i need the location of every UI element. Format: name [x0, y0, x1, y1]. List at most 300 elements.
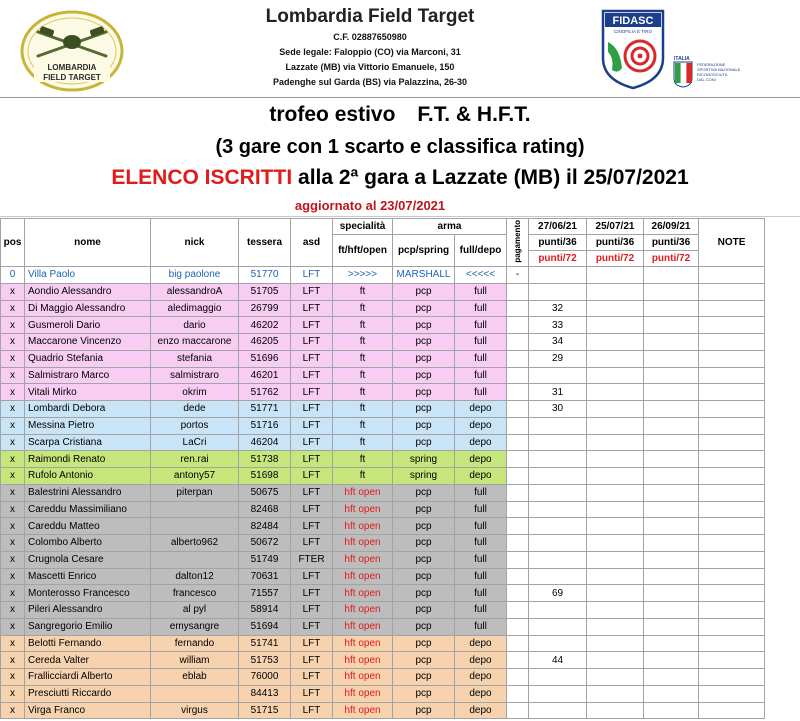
nick-cell: dede [151, 401, 239, 418]
points-race-3-cell [644, 551, 699, 568]
club-cell: LFT [291, 618, 333, 635]
weapon-mode-cell: depo [455, 669, 507, 686]
card-number-cell: 70631 [239, 568, 291, 585]
weapon-type-cell: pcp [393, 300, 455, 317]
card-number-cell: 71557 [239, 585, 291, 602]
trophy-title-name: trofeo estivo [269, 103, 396, 126]
name-cell: Raimondi Renato [25, 451, 151, 468]
card-number-cell: 51716 [239, 417, 291, 434]
weapon-mode-cell: full [455, 334, 507, 351]
table-row [1, 334, 765, 351]
note-cell [699, 551, 765, 568]
weapon-mode-cell: depo [455, 702, 507, 719]
coni-italia-logo [672, 54, 762, 88]
points-race-3-cell [644, 602, 699, 619]
note-cell [699, 384, 765, 401]
club-cell: LFT [291, 384, 333, 401]
name-cell: Careddu Massimiliano [25, 501, 151, 518]
points-race-1-cell [529, 602, 587, 619]
pos-cell: x [1, 484, 25, 501]
points-race-2-cell [587, 585, 644, 602]
points-race-2-cell [587, 434, 644, 451]
col-header-specialita: specialità [333, 219, 393, 235]
col-header-arma: arma [393, 219, 507, 235]
points-race-1-cell [529, 434, 587, 451]
name-cell: Frallicciardi Alberto [25, 669, 151, 686]
card-number-cell: 51696 [239, 350, 291, 367]
card-number-cell: 51762 [239, 384, 291, 401]
payment-cell [507, 401, 529, 418]
points-race-2-cell [587, 535, 644, 552]
name-cell: Quadrio Stefania [25, 350, 151, 367]
specialty-cell: hft open [333, 602, 393, 619]
specialty-cell: hft open [333, 551, 393, 568]
club-cell: LFT [291, 652, 333, 669]
nick-cell: okrim [151, 384, 239, 401]
table-row [1, 367, 765, 384]
col-header-arma-type: pcp/spring [393, 235, 455, 267]
name-cell: Aondio Alessandro [25, 283, 151, 300]
specialty-cell: hft open [333, 669, 393, 686]
card-number-cell: 50675 [239, 484, 291, 501]
nick-cell: emysangre [151, 618, 239, 635]
weapon-mode-cell: depo [455, 417, 507, 434]
payment-cell [507, 568, 529, 585]
specialty-cell: hft open [333, 535, 393, 552]
note-cell [699, 334, 765, 351]
col-header-points36-1: punti/36 [529, 235, 587, 251]
payment-cell [507, 417, 529, 434]
pos-cell: x [1, 468, 25, 485]
pos-cell: x [1, 334, 25, 351]
points-race-3-cell [644, 283, 699, 300]
svg-text:FIDASC: FIDASC [612, 15, 654, 27]
points-race-1-cell [529, 669, 587, 686]
name-cell: Careddu Matteo [25, 518, 151, 535]
club-cell: LFT [291, 451, 333, 468]
weapon-type-cell: pcp [393, 334, 455, 351]
pos-cell: x [1, 367, 25, 384]
club-cell: LFT [291, 350, 333, 367]
name-cell: Scarpa Cristiana [25, 434, 151, 451]
weapon-mode-cell: full [455, 350, 507, 367]
card-number-cell: 82484 [239, 518, 291, 535]
payment-cell [507, 551, 529, 568]
points-race-3-cell [644, 568, 699, 585]
pos-cell: x [1, 551, 25, 568]
points-race-1-cell: 34 [529, 334, 587, 351]
note-cell [699, 518, 765, 535]
table-row [1, 451, 765, 468]
svg-text:CINOFILIA E TIRO: CINOFILIA E TIRO [614, 29, 652, 34]
points-race-2-cell [587, 518, 644, 535]
nick-cell: ren.rai [151, 451, 239, 468]
pos-cell: x [1, 417, 25, 434]
nick-cell [151, 501, 239, 518]
club-cell: LFT [291, 468, 333, 485]
table-row [1, 685, 765, 702]
registrants-table-body [1, 267, 765, 719]
table-row [1, 267, 765, 284]
name-cell: Mascetti Enrico [25, 568, 151, 585]
club-cell: LFT [291, 334, 333, 351]
table-row [1, 602, 765, 619]
name-cell: Pileri Alessandro [25, 602, 151, 619]
specialty-cell: hft open [333, 635, 393, 652]
svg-text:SPORTIVA NAZIONALE: SPORTIVA NAZIONALE [697, 67, 741, 72]
nick-cell: fernando [151, 635, 239, 652]
payment-cell [507, 535, 529, 552]
weapon-type-cell: spring [393, 468, 455, 485]
points-race-1-cell: 33 [529, 317, 587, 334]
points-race-3-cell [644, 585, 699, 602]
col-header-nick: nick [151, 219, 239, 267]
nick-cell: william [151, 652, 239, 669]
payment-cell [507, 434, 529, 451]
card-number-cell: 51741 [239, 635, 291, 652]
registrants-heading-highlight: ELENCO ISCRITTI [111, 166, 293, 189]
note-cell [699, 702, 765, 719]
weapon-type-cell: pcp [393, 518, 455, 535]
pos-cell: x [1, 501, 25, 518]
updated-date: aggiornato al 23/07/2021 [294, 198, 446, 213]
specialty-cell: hft open [333, 585, 393, 602]
card-number-cell: 51738 [239, 451, 291, 468]
points-race-1-cell [529, 518, 587, 535]
table-row [1, 434, 765, 451]
col-header-pagamento-label: pagamento [513, 219, 522, 263]
points-race-3-cell [644, 484, 699, 501]
specialty-cell: ft [333, 417, 393, 434]
payment-cell [507, 367, 529, 384]
weapon-type-cell: pcp [393, 384, 455, 401]
weapon-type-cell: pcp [393, 585, 455, 602]
table-row [1, 585, 765, 602]
svg-text:FEDERAZIONE: FEDERAZIONE [697, 62, 726, 67]
points-race-3-cell [644, 669, 699, 686]
nick-cell: salmistraro [151, 367, 239, 384]
specialty-cell: ft [333, 384, 393, 401]
club-cell: LFT [291, 367, 333, 384]
points-race-2-cell [587, 551, 644, 568]
card-number-cell: 46201 [239, 367, 291, 384]
specialty-cell: hft open [333, 484, 393, 501]
points-race-3-cell [644, 334, 699, 351]
table-row [1, 300, 765, 317]
specialty-cell: ft [333, 367, 393, 384]
points-race-2-cell [587, 602, 644, 619]
nick-cell: LaCri [151, 434, 239, 451]
club-cell: LFT [291, 669, 333, 686]
points-race-2-cell [587, 669, 644, 686]
weapon-mode-cell: full [455, 518, 507, 535]
card-number-cell: 51749 [239, 551, 291, 568]
table-row [1, 669, 765, 686]
col-header-points36-3: punti/36 [644, 235, 699, 251]
points-race-3-cell [644, 384, 699, 401]
points-race-3-cell [644, 535, 699, 552]
points-race-1-cell [529, 702, 587, 719]
payment-cell [507, 669, 529, 686]
pos-cell: x [1, 384, 25, 401]
pos-cell: x [1, 585, 25, 602]
trophy-title-disciplines: F.T. & H.F.T. [417, 103, 531, 126]
pos-cell: x [1, 652, 25, 669]
note-cell [699, 501, 765, 518]
table-row [1, 384, 765, 401]
pos-cell: x [1, 568, 25, 585]
specialty-cell: hft open [333, 501, 393, 518]
pos-cell: x [1, 518, 25, 535]
pos-cell: x [1, 685, 25, 702]
points-race-1-cell [529, 568, 587, 585]
points-race-1-cell [529, 535, 587, 552]
payment-cell [507, 468, 529, 485]
club-cell: LFT [291, 702, 333, 719]
weapon-type-cell: spring [393, 451, 455, 468]
points-race-1-cell: 69 [529, 585, 587, 602]
payment-cell [507, 702, 529, 719]
points-race-1-cell [529, 635, 587, 652]
svg-text:LOMBARDIA: LOMBARDIA [47, 63, 97, 72]
points-race-1-cell [529, 685, 587, 702]
points-race-3-cell [644, 468, 699, 485]
points-race-2-cell [587, 484, 644, 501]
name-cell: Rufolo Antonio [25, 468, 151, 485]
table-row [1, 468, 765, 485]
payment-cell [507, 300, 529, 317]
note-cell [699, 685, 765, 702]
table-row [1, 317, 765, 334]
card-number-cell: 46202 [239, 317, 291, 334]
card-number-cell: 58914 [239, 602, 291, 619]
weapon-mode-cell: full [455, 300, 507, 317]
weapon-type-cell: pcp [393, 401, 455, 418]
note-cell [699, 568, 765, 585]
table-row [1, 283, 765, 300]
col-header-points72-1: punti/72 [529, 251, 587, 267]
table-row [1, 618, 765, 635]
col-header-nome: nome [25, 219, 151, 267]
weapon-type-cell: pcp [393, 568, 455, 585]
points-race-1-cell: 29 [529, 350, 587, 367]
address-line-3: Padenghe sul Garda (BS) via Palazzina, 26-30 [272, 77, 468, 87]
trophy-subtitle: (3 gare con 1 scarto e classifica rating) [215, 136, 585, 158]
note-cell [699, 484, 765, 501]
registrants-heading-event: alla 2ª gara a Lazzate (MB) il 25/07/2021 [298, 166, 689, 189]
points-race-2-cell [587, 384, 644, 401]
name-cell: Messina Pietro [25, 417, 151, 434]
card-number-cell: 51753 [239, 652, 291, 669]
club-cell: LFT [291, 317, 333, 334]
club-cell: LFT [291, 585, 333, 602]
card-number-cell: 51694 [239, 618, 291, 635]
nick-cell: portos [151, 417, 239, 434]
nick-cell: piterpan [151, 484, 239, 501]
points-race-2-cell [587, 568, 644, 585]
specialty-cell: ft [333, 350, 393, 367]
nick-cell: antony57 [151, 468, 239, 485]
pos-cell: x [1, 535, 25, 552]
specialty-cell: hft open [333, 685, 393, 702]
card-number-cell: 82468 [239, 501, 291, 518]
event-titles [0, 99, 800, 217]
points-race-3-cell [644, 451, 699, 468]
note-cell [699, 535, 765, 552]
table-row [1, 417, 765, 434]
weapon-mode-cell: full [455, 283, 507, 300]
card-number-cell: 51698 [239, 468, 291, 485]
name-cell: Belotti Fernando [25, 635, 151, 652]
points-race-2-cell [587, 334, 644, 351]
payment-cell [507, 317, 529, 334]
points-race-3-cell [644, 501, 699, 518]
address-line-1: Sede legale: Faloppio (CO) via Marconi, 31 [279, 47, 461, 57]
note-cell [699, 635, 765, 652]
weapon-type-cell: pcp [393, 417, 455, 434]
name-cell: Vitali Mirko [25, 384, 151, 401]
col-header-note: NOTE [699, 219, 765, 267]
weapon-mode-cell: full [455, 551, 507, 568]
weapon-type-cell: pcp [393, 484, 455, 501]
svg-text:RICONOSCIUTA: RICONOSCIUTA [697, 72, 728, 77]
payment-cell [507, 618, 529, 635]
specialty-cell: ft [333, 401, 393, 418]
col-header-pagamento [507, 219, 529, 267]
weapon-mode-cell: full [455, 535, 507, 552]
card-number-cell: 46204 [239, 434, 291, 451]
organization-info [190, 4, 550, 90]
nick-cell: big paolone [151, 267, 239, 284]
points-race-1-cell [529, 417, 587, 434]
club-cell: LFT [291, 484, 333, 501]
nick-cell: virgus [151, 702, 239, 719]
payment-cell [507, 283, 529, 300]
table-row [1, 635, 765, 652]
table-row [1, 551, 765, 568]
pos-cell: x [1, 300, 25, 317]
points-race-1-cell [529, 551, 587, 568]
payment-cell [507, 484, 529, 501]
weapon-type-cell: pcp [393, 535, 455, 552]
club-cell: LFT [291, 401, 333, 418]
col-header-pos: pos [1, 219, 25, 267]
points-race-3-cell [644, 300, 699, 317]
weapon-type-cell: pcp [393, 317, 455, 334]
club-cell: LFT [291, 283, 333, 300]
points-race-2-cell [587, 451, 644, 468]
registrants-table [0, 218, 765, 719]
payment-cell [507, 652, 529, 669]
card-number-cell: 76000 [239, 669, 291, 686]
club-cell: LFT [291, 568, 333, 585]
registrants-heading [0, 163, 800, 193]
specialty-cell: ft [333, 334, 393, 351]
points-race-2-cell [587, 501, 644, 518]
specialty-cell: ft [333, 434, 393, 451]
club-cell: LFT [291, 501, 333, 518]
card-number-cell: 51705 [239, 283, 291, 300]
col-header-points72-3: punti/72 [644, 251, 699, 267]
name-cell: Presciutti Riccardo [25, 685, 151, 702]
club-cell: LFT [291, 635, 333, 652]
nick-cell: aledimaggio [151, 300, 239, 317]
nick-cell: alessandroA [151, 283, 239, 300]
table-header-row-1 [1, 219, 765, 235]
weapon-mode-cell: depo [455, 652, 507, 669]
organization-name: Lombardia Field Target [265, 6, 475, 27]
points-race-2-cell [587, 401, 644, 418]
weapon-mode-cell: full [455, 367, 507, 384]
weapon-mode-cell: full [455, 317, 507, 334]
pos-cell: x [1, 451, 25, 468]
note-cell [699, 350, 765, 367]
name-cell: Maccarone Vincenzo [25, 334, 151, 351]
payment-cell [507, 635, 529, 652]
weapon-mode-cell: full [455, 568, 507, 585]
weapon-mode-cell: depo [455, 685, 507, 702]
table-row [1, 568, 765, 585]
pos-cell: x [1, 618, 25, 635]
payment-cell [507, 384, 529, 401]
svg-text:DAL CONI: DAL CONI [697, 77, 716, 82]
specialty-cell: ft [333, 468, 393, 485]
letterhead [0, 0, 800, 98]
points-race-2-cell [587, 635, 644, 652]
weapon-type-cell: pcp [393, 669, 455, 686]
points-race-3-cell [644, 417, 699, 434]
payment-cell [507, 451, 529, 468]
table-row [1, 350, 765, 367]
col-header-date-3: 26/09/21 [644, 219, 699, 235]
nick-cell: al pyl [151, 602, 239, 619]
nick-cell: dario [151, 317, 239, 334]
name-cell: Gusmeroli Dario [25, 317, 151, 334]
weapon-mode-cell: full [455, 384, 507, 401]
specialty-cell: ft [333, 451, 393, 468]
weapon-mode-cell: <<<<< [455, 267, 507, 284]
points-race-1-cell [529, 484, 587, 501]
col-header-specialita-sub: ft/hft/open [333, 235, 393, 267]
name-cell: Crugnola Cesare [25, 551, 151, 568]
pos-cell: x [1, 350, 25, 367]
name-cell: Virga Franco [25, 702, 151, 719]
card-number-cell: 51770 [239, 267, 291, 284]
points-race-1-cell [529, 283, 587, 300]
note-cell [699, 401, 765, 418]
table-row [1, 518, 765, 535]
points-race-2-cell [587, 417, 644, 434]
payment-cell [507, 501, 529, 518]
name-cell: Colombo Alberto [25, 535, 151, 552]
club-cell: LFT [291, 518, 333, 535]
specialty-cell: hft open [333, 568, 393, 585]
svg-text:FIELD TARGET: FIELD TARGET [43, 73, 101, 82]
specialty-cell: hft open [333, 652, 393, 669]
points-race-2-cell [587, 618, 644, 635]
note-cell [699, 283, 765, 300]
pos-cell: x [1, 434, 25, 451]
payment-cell [507, 350, 529, 367]
fidasc-logo [600, 8, 666, 90]
note-cell [699, 585, 765, 602]
points-race-2-cell [587, 685, 644, 702]
note-cell [699, 434, 765, 451]
points-race-1-cell [529, 468, 587, 485]
nick-cell: eblab [151, 669, 239, 686]
weapon-mode-cell: full [455, 618, 507, 635]
nick-cell [151, 551, 239, 568]
